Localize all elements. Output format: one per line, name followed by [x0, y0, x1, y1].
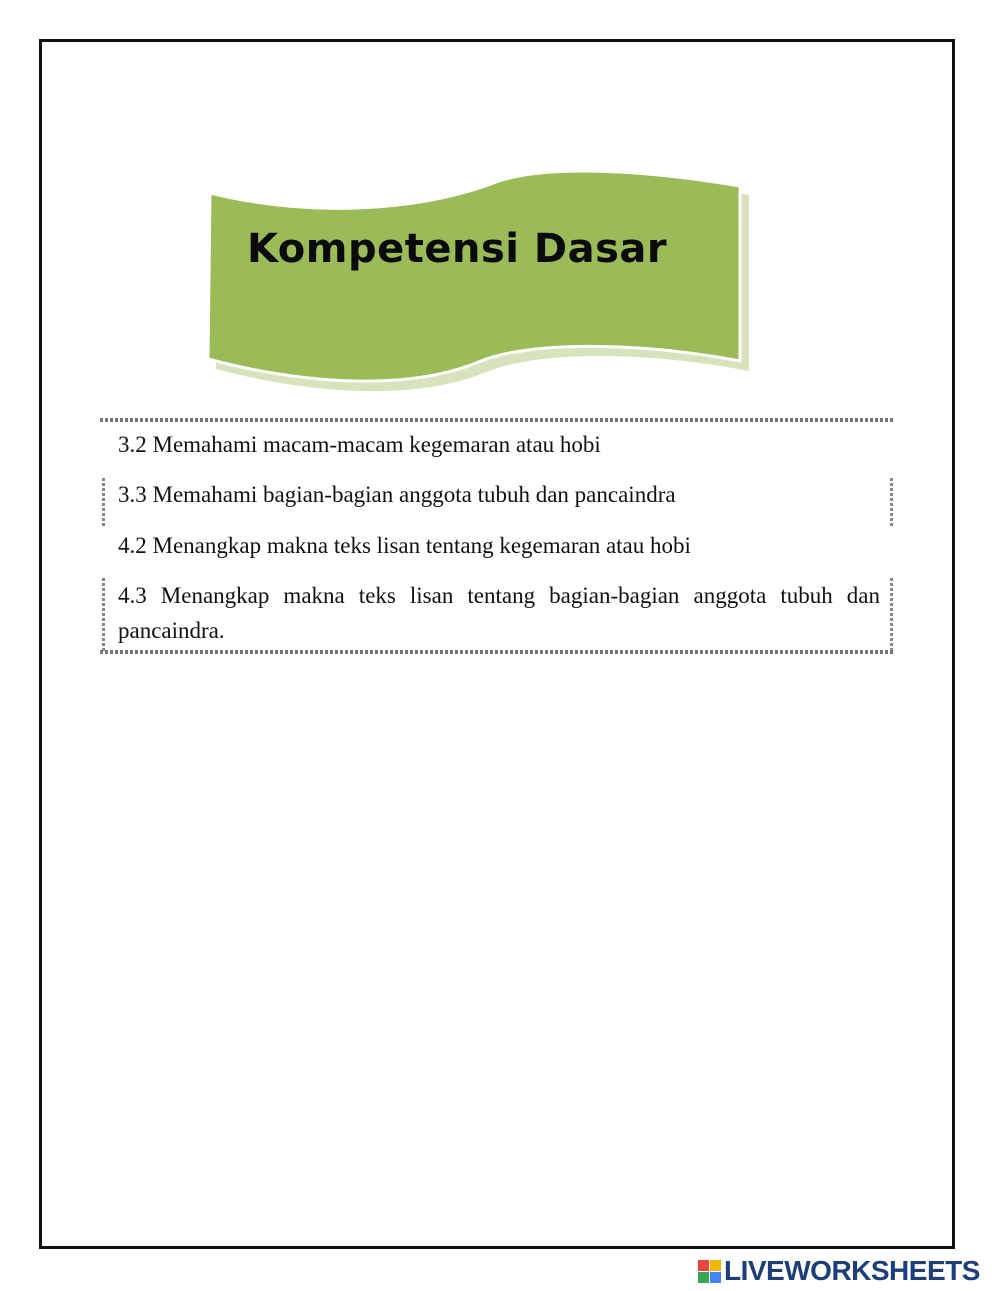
- competency-item: 3.3 Memahami bagian-bagian anggota tubuh dan pancaindra: [118, 482, 676, 507]
- banner-title: Kompetensi Dasar: [247, 226, 668, 272]
- competency-item: 3.2 Memahami macam-macam kegemaran atau hobi: [118, 432, 601, 457]
- liveworksheets-logo-icon: [698, 1260, 721, 1283]
- competency-list: [100, 418, 895, 658]
- competency-item: 4.3 Menangkap makna teks lisan tentang bagian-bagian anggota tubuh dan pancaindra.: [118, 583, 880, 643]
- dashed-border-right: [890, 578, 893, 653]
- dashed-border-bottom: [100, 650, 895, 654]
- title-banner: [200, 168, 760, 398]
- competency-item: 4.2 Menangkap makna teks lisan tentang kegemaran atau hobi: [118, 533, 691, 558]
- dashed-border-left: [102, 478, 105, 528]
- liveworksheets-brand: [698, 1256, 980, 1286]
- dashed-border-left: [102, 578, 105, 653]
- brand-name: LIVEWORKSHEETS: [724, 1255, 980, 1286]
- wave-banner-shape: [200, 168, 760, 398]
- dashed-border-right: [890, 478, 893, 528]
- dashed-border-top: [100, 418, 895, 422]
